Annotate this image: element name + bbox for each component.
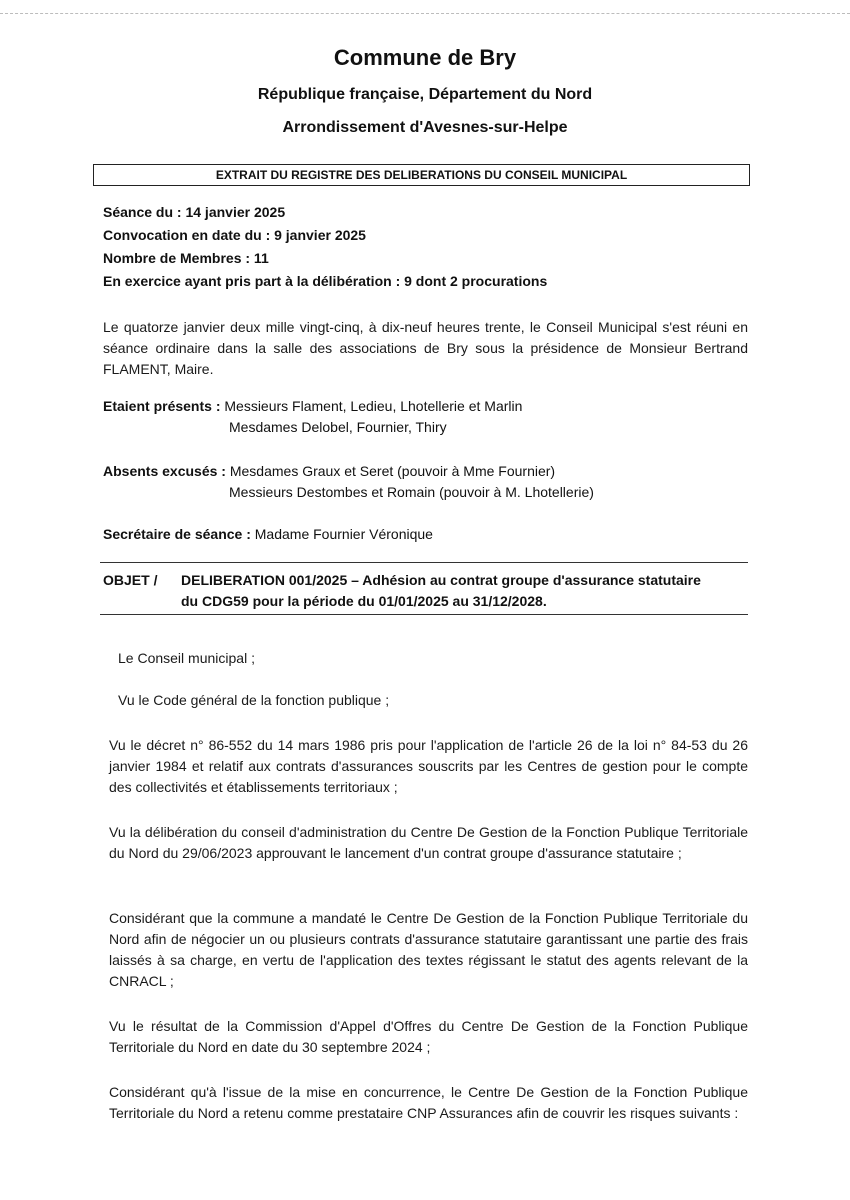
objet-title: [181, 570, 748, 612]
body-paragraph-7: Considérant qu'à l'issue de la mise en concurrence, le Centre De Gestion de la Fonction Publique Territoriale du Nord a retenu comme prestataire CNP Assurances afin de couvrir les risques suivants :: [109, 1084, 748, 1121]
body-paragraph-3: Vu le décret n° 86-552 du 14 mars 1986 pris pour l'application de l'article 26 de la loi n° 84-53 du 26 janvier 1984 et relatif aux contrats d'assurances souscrits par les Centres de gestion pour le compte des collectivités et établissements territoriaux ;: [109, 737, 748, 795]
objet-label: OBJET /: [103, 572, 158, 588]
objet-line-2: du CDG59 pour la période du 01/01/2025 au 31/12/2028.: [181, 593, 547, 609]
arrondissement-subtitle: Arrondissement d'Avesnes-sur-Helpe: [282, 119, 568, 136]
body-paragraph-5: Considérant que la commune a mandaté le Centre De Gestion de la Fonction Publique Territoriale du Nord afin de négocier un ou plusieurs contrats d'assurance statutaire garantissant une partie des frais laissés à sa charge, en vertu de l'application des textes régissant le statut des agents relevant de la CNRACL ;: [109, 910, 748, 989]
secretaire-value: Madame Fournier Véronique: [254, 526, 433, 542]
objet-rule-top: [100, 562, 748, 563]
presents-line-2: Mesdames Delobel, Fournier, Thiry: [229, 419, 447, 435]
extrait-banner: EXTRAIT DU REGISTRE DES DELIBERATIONS DU CONSEIL MUNICIPAL: [93, 164, 750, 186]
absents-line-2: Messieurs Destombes et Romain (pouvoir à M. Lhotellerie): [229, 484, 594, 500]
body-paragraph-4: Vu la délibération du conseil d'administration du Centre De Gestion de la Fonction Publique Territoriale du Nord du 29/06/2023 approuvant le lancement d'un contrat groupe d'assurance statutaire ;: [109, 824, 748, 861]
exercice-count: En exercice ayant pris part à la délibération : 9 dont 2 procurations: [103, 273, 548, 289]
commune-title: Commune de Bry: [333, 45, 517, 70]
presents-line-1: Messieurs Flament, Ledieu, Lhotellerie et Marlin: [224, 398, 523, 414]
seance-date: Séance du : 14 janvier 2025: [103, 204, 286, 220]
body-paragraph-1: Le Conseil municipal ;: [118, 650, 255, 666]
presents-label: Etaient présents :: [103, 398, 221, 414]
objet-rule-bottom: [100, 614, 748, 615]
secretaire-label: Secrétaire de séance :: [103, 526, 251, 542]
body-paragraph-2: Vu le Code général de la fonction publique ;: [118, 692, 390, 708]
absents-label: Absents excusés :: [103, 463, 226, 479]
absents-row-1: [103, 461, 555, 482]
secretaire-row: [103, 524, 433, 545]
objet-line-1: DELIBERATION 001/2025 – Adhésion au contrat groupe d'assurance statutaire: [181, 572, 701, 588]
presents-row-1: [103, 396, 522, 417]
body-paragraph-6: Vu le résultat de la Commission d'Appel d'Offres du Centre De Gestion de la Fonction Publique Territoriale du Nord en date du 30 septembre 2024 ;: [109, 1018, 748, 1055]
absents-line-1: Mesdames Graux et Seret (pouvoir à Mme Fournier): [229, 463, 556, 479]
convocation-date: Convocation en date du : 9 janvier 2025: [103, 227, 366, 243]
membres-count: Nombre de Membres : 11: [103, 250, 269, 266]
republique-subtitle: République française, Département du Nord: [257, 86, 593, 103]
intro-paragraph: Le quatorze janvier deux mille vingt-cinq, à dix-neuf heures trente, le Conseil Municipal s'est réuni en séance ordinaire dans la salle des associations de Bry sous la présidence de Monsieur Bertrand FLAMENT, Maire.: [103, 319, 748, 377]
